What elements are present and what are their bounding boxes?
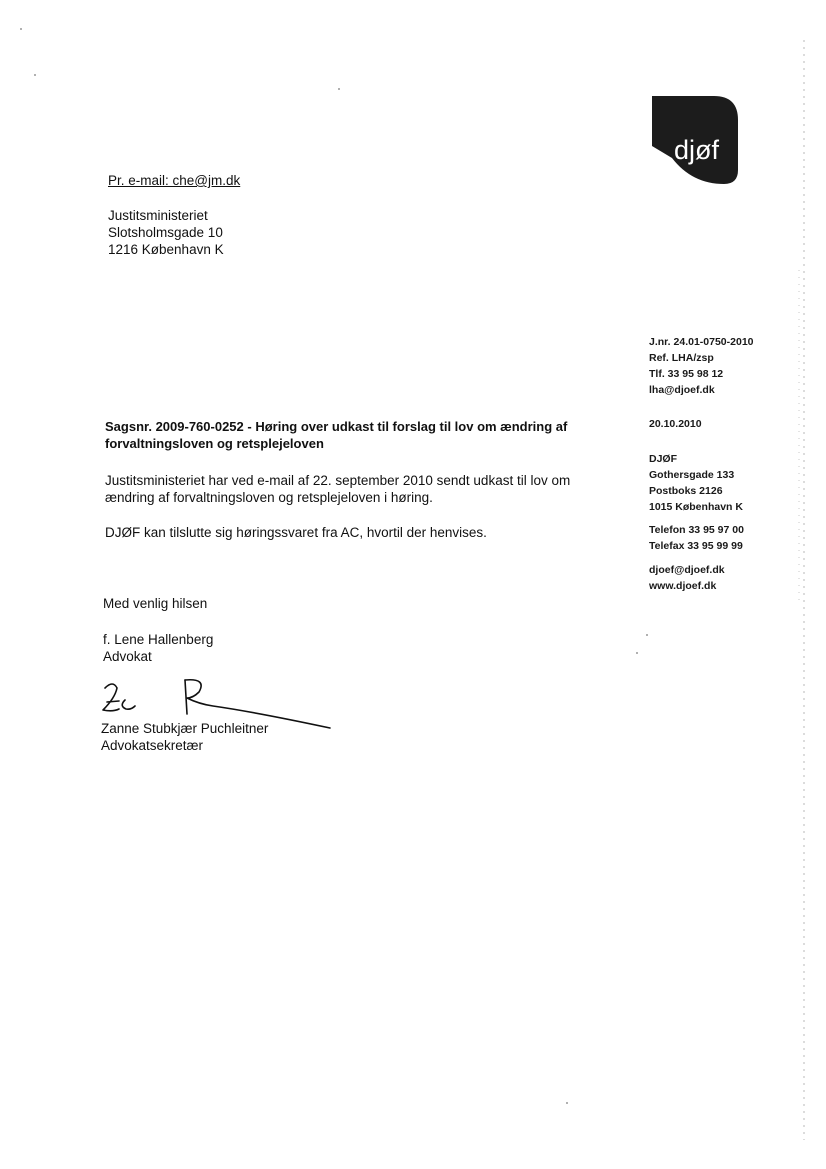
closing-name: f. Lene Hallenberg	[103, 632, 214, 647]
djoef-logo	[652, 96, 738, 184]
org-pobox: Postboks 2126	[649, 485, 723, 497]
email-line: Pr. e-mail: che@jm.dk	[108, 173, 241, 188]
sidebar-contact	[649, 522, 744, 554]
letter-date: 20.10.2010	[649, 418, 702, 430]
journal-number: J.nr. 24.01-0750-2010	[649, 336, 754, 348]
recipient-address	[108, 207, 224, 258]
recipient-line: Slotsholmsgade 10	[108, 225, 223, 240]
scan-speck	[636, 652, 638, 654]
scan-edge-artifact	[796, 40, 808, 1140]
org-fax: Telefax 33 95 99 99	[649, 540, 743, 552]
recipient-line: 1216 København K	[108, 242, 224, 257]
org-name: DJØF	[649, 453, 678, 465]
sidebar-web	[649, 562, 725, 594]
sidebar-organization	[649, 451, 743, 515]
recipient-line: Justitsministeriet	[108, 208, 208, 223]
scan-speck	[20, 28, 22, 30]
closing-title: Advokat	[103, 649, 152, 664]
org-street: Gothersgade 133	[649, 469, 735, 481]
org-city: 1015 København K	[649, 501, 743, 513]
org-email: djoef@djoef.dk	[649, 564, 725, 576]
body-paragraph: DJØF kan tilslutte sig høringssvaret fra AC, hvortil der henvises.	[105, 525, 487, 540]
reference-code: Ref. LHA/zsp	[649, 352, 714, 364]
body-paragraph: Justitsministeriet har ved e-mail af 22. september 2010 sendt udkast til lov om ændring af forvaltningsloven og retsplejeloven i høring.	[105, 473, 571, 505]
org-phone: Telefon 33 95 97 00	[649, 524, 744, 536]
logo-text: djøf	[674, 135, 720, 165]
phone-direct: Tlf. 33 95 98 12	[649, 368, 724, 380]
scan-speck	[646, 634, 648, 636]
sidebar-reference	[649, 334, 754, 398]
signer-title: Advokatsekretær	[101, 738, 204, 753]
scan-speck	[566, 1102, 568, 1104]
org-website: www.djoef.dk	[649, 580, 717, 592]
closing-greeting: Med venlig hilsen	[103, 596, 208, 611]
signer-name: Zanne Stubkjær Puchleitner	[101, 721, 269, 736]
author-email: lha@djoef.dk	[649, 384, 715, 396]
letter-subject: Sagsnr. 2009-760-0252 - Høring over udkast til forslag til lov om ændring af forvaltningsloven og retsplejeloven	[105, 419, 568, 451]
closing-block	[103, 631, 213, 665]
scan-speck	[34, 74, 36, 76]
signer-block	[101, 720, 268, 754]
scan-speck	[338, 88, 340, 90]
